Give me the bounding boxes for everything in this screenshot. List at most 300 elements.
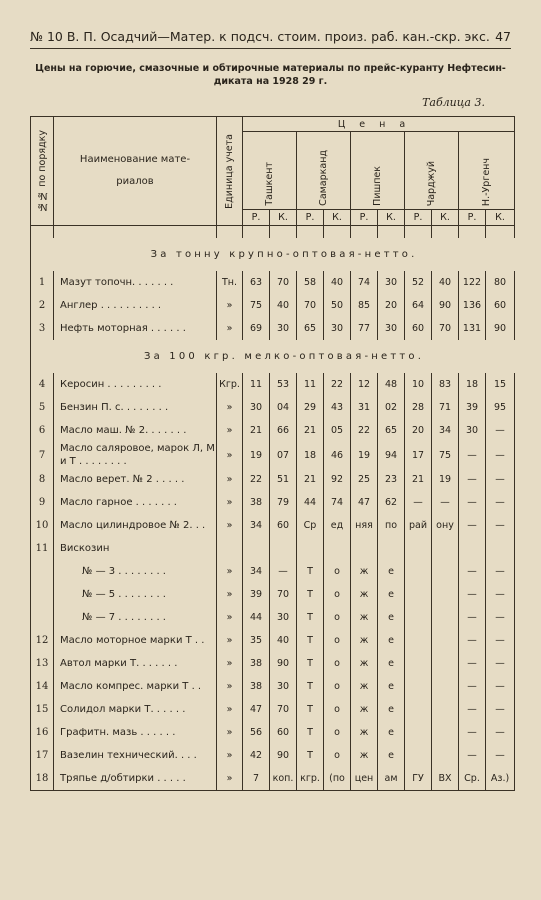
price-cell: 39	[459, 396, 486, 419]
row-name: Масло цилиндровое № 2. . .	[54, 514, 217, 537]
price-cell: ж	[351, 721, 378, 744]
price-cell: 20	[378, 294, 405, 317]
row-name: Вазелин технический. . . .	[54, 744, 217, 767]
price-cell: 51	[270, 468, 297, 491]
price-cell: —	[486, 468, 515, 491]
price-cell: —	[486, 583, 515, 606]
price-cell: Т	[297, 675, 324, 698]
price-cell: е	[378, 698, 405, 721]
col-header-rub: Р.	[351, 210, 378, 226]
row-unit: »	[217, 514, 243, 537]
price-cell: 30	[378, 271, 405, 294]
table-row	[31, 652, 515, 675]
price-cell	[243, 537, 270, 560]
row-unit: »	[217, 491, 243, 514]
col-header-rub: Р.	[297, 210, 324, 226]
price-cell: 30	[243, 396, 270, 419]
table-row	[31, 373, 515, 396]
table-row	[31, 317, 515, 340]
price-cell: 42	[243, 744, 270, 767]
price-cell: 70	[270, 698, 297, 721]
price-cell: о	[324, 560, 351, 583]
price-cell: 65	[378, 419, 405, 442]
price-cell: цен	[351, 767, 378, 791]
price-cell: 21	[405, 468, 432, 491]
row-unit: »	[217, 652, 243, 675]
col-header-kop: К.	[432, 210, 459, 226]
price-cell: 38	[243, 491, 270, 514]
price-cell	[432, 652, 459, 675]
price-cell: кгр.	[297, 767, 324, 791]
col-header-city: Н.-Ургенч	[459, 132, 515, 210]
price-cell: 07	[270, 442, 297, 468]
price-cell: 47	[351, 491, 378, 514]
price-cell: 21	[297, 419, 324, 442]
price-cell	[405, 744, 432, 767]
section-row	[31, 340, 515, 373]
row-index: 12	[31, 629, 54, 652]
price-cell: 47	[243, 698, 270, 721]
price-cell: рай	[405, 514, 432, 537]
row-unit: »	[217, 294, 243, 317]
price-cell: Т	[297, 698, 324, 721]
price-cell: 70	[297, 294, 324, 317]
col-header-city: Самарканд	[297, 132, 351, 210]
row-unit: »	[217, 744, 243, 767]
price-cell: —	[459, 721, 486, 744]
price-cell: е	[378, 675, 405, 698]
col-header-kop: К.	[378, 210, 405, 226]
table-row	[31, 629, 515, 652]
price-cell: 30	[270, 317, 297, 340]
price-cell: ж	[351, 606, 378, 629]
price-cell	[432, 744, 459, 767]
price-cell: Т	[297, 606, 324, 629]
price-cell: 40	[432, 271, 459, 294]
price-cell: 44	[297, 491, 324, 514]
price-cell: 70	[432, 317, 459, 340]
row-name: Вискозин	[54, 537, 217, 560]
price-cell: 63	[243, 271, 270, 294]
price-cell: —	[459, 629, 486, 652]
row-index: 5	[31, 396, 54, 419]
price-cell: —	[486, 442, 515, 468]
price-cell: —	[459, 675, 486, 698]
price-cell: ед	[324, 514, 351, 537]
row-index: 9	[31, 491, 54, 514]
row-unit: Кгр.	[217, 373, 243, 396]
price-cell: —	[486, 698, 515, 721]
price-cell: Ср	[297, 514, 324, 537]
price-cell: 60	[405, 317, 432, 340]
col-header-rub: Р.	[405, 210, 432, 226]
price-cell	[432, 721, 459, 744]
row-name: № — 5 . . . . . . . .	[54, 583, 217, 606]
price-cell: —	[459, 468, 486, 491]
row-index: 6	[31, 419, 54, 442]
price-cell: —	[459, 744, 486, 767]
col-header-index: №№ по порядку	[31, 117, 54, 226]
row-unit: »	[217, 560, 243, 583]
price-cell: 15	[486, 373, 515, 396]
price-cell: о	[324, 721, 351, 744]
price-cell: 122	[459, 271, 486, 294]
table-row	[31, 419, 515, 442]
table-row	[31, 468, 515, 491]
col-header-price: Цена	[243, 117, 515, 132]
price-cell	[405, 583, 432, 606]
price-cell	[378, 537, 405, 560]
row-name: Автол марки Т. . . . . . .	[54, 652, 217, 675]
price-cell	[405, 537, 432, 560]
price-cell: —	[486, 419, 515, 442]
row-unit: »	[217, 468, 243, 491]
price-cell: 19	[243, 442, 270, 468]
price-cell: 30	[324, 317, 351, 340]
price-cell: 50	[324, 294, 351, 317]
price-cell: 40	[270, 294, 297, 317]
price-cell: 7	[243, 767, 270, 791]
row-index: 13	[31, 652, 54, 675]
price-cell	[432, 675, 459, 698]
price-cell	[351, 537, 378, 560]
col-header-kop: К.	[486, 210, 515, 226]
price-cell: (по	[324, 767, 351, 791]
row-index: 18	[31, 767, 54, 791]
price-cell: 83	[432, 373, 459, 396]
row-index: 10	[31, 514, 54, 537]
price-cell: —	[459, 698, 486, 721]
price-cell: о	[324, 606, 351, 629]
price-cell: 79	[270, 491, 297, 514]
row-index: 11	[31, 537, 54, 560]
row-index: 17	[31, 744, 54, 767]
table-row	[31, 675, 515, 698]
price-cell: —	[405, 491, 432, 514]
price-cell: 40	[270, 629, 297, 652]
table-row	[31, 537, 515, 560]
price-cell: 75	[432, 442, 459, 468]
price-cell: 11	[243, 373, 270, 396]
section-title: За тонну крупно-оптовая-нетто.	[150, 249, 418, 260]
price-cell: ж	[351, 652, 378, 675]
price-cell: коп.	[270, 767, 297, 791]
caption-line-1: Цены на горючие, смазочные и обтирочные материалы по прейс-куранту Нефтесин-	[35, 63, 506, 74]
table-body	[31, 226, 515, 791]
price-cell: 38	[243, 675, 270, 698]
price-cell	[432, 606, 459, 629]
price-cell: —	[459, 652, 486, 675]
price-cell: —	[486, 629, 515, 652]
price-cell: 40	[324, 271, 351, 294]
price-cell: Т	[297, 629, 324, 652]
price-cell: —	[486, 744, 515, 767]
price-cell	[405, 675, 432, 698]
row-name: Керосин . . . . . . . . .	[54, 373, 217, 396]
row-unit: »	[217, 583, 243, 606]
row-name: Масло компрес. марки Т . .	[54, 675, 217, 698]
spacer-row	[31, 226, 515, 239]
price-cell: 66	[270, 419, 297, 442]
price-cell: —	[459, 606, 486, 629]
row-index: 7	[31, 442, 54, 468]
price-cell	[405, 629, 432, 652]
page-number: 47	[495, 28, 511, 44]
row-name: Солидол марки Т. . . . . .	[54, 698, 217, 721]
col-header-name: Наименование мате- риалов	[54, 117, 217, 226]
row-name: Масло гарное . . . . . . .	[54, 491, 217, 514]
table-row	[31, 606, 515, 629]
running-header	[30, 24, 511, 49]
price-cell: о	[324, 652, 351, 675]
price-cell: 18	[459, 373, 486, 396]
row-name: № — 7 . . . . . . . .	[54, 606, 217, 629]
price-cell: 21	[297, 468, 324, 491]
price-cell: 65	[297, 317, 324, 340]
price-cell: —	[459, 583, 486, 606]
row-index	[31, 606, 54, 629]
price-cell: 70	[270, 271, 297, 294]
price-cell: ВХ	[432, 767, 459, 791]
col-header-unit: Единица учета	[217, 117, 243, 226]
price-cell: е	[378, 721, 405, 744]
price-cell: Ср.	[459, 767, 486, 791]
col-header-city: Чарджуй	[405, 132, 459, 210]
row-unit: »	[217, 442, 243, 468]
price-cell: —	[459, 491, 486, 514]
row-name: Мазут топочн. . . . . . .	[54, 271, 217, 294]
price-cell: ж	[351, 629, 378, 652]
row-name: Тряпье д/обтирки . . . . .	[54, 767, 217, 791]
price-cell: 64	[405, 294, 432, 317]
price-cell: Т	[297, 583, 324, 606]
price-cell	[297, 537, 324, 560]
price-cell: е	[378, 606, 405, 629]
price-cell: няя	[351, 514, 378, 537]
price-cell: 29	[297, 396, 324, 419]
price-cell: 31	[351, 396, 378, 419]
row-unit: »	[217, 675, 243, 698]
price-cell: ж	[351, 675, 378, 698]
price-cell: 131	[459, 317, 486, 340]
price-cell: 05	[324, 419, 351, 442]
row-index: 16	[31, 721, 54, 744]
price-cell: о	[324, 744, 351, 767]
price-cell: е	[378, 560, 405, 583]
price-cell: 22	[324, 373, 351, 396]
price-cell: 90	[486, 317, 515, 340]
price-cell: 12	[351, 373, 378, 396]
price-cell: е	[378, 583, 405, 606]
price-cell: 17	[405, 442, 432, 468]
header-title: № 10 В. П. Осадчий—Матер. к подсч. стоим. произ. раб. кан.-скр. экс.	[30, 28, 490, 44]
row-index: 15	[31, 698, 54, 721]
price-cell: —	[486, 675, 515, 698]
price-cell: е	[378, 629, 405, 652]
price-cell: 02	[378, 396, 405, 419]
row-index: 2	[31, 294, 54, 317]
table-row	[31, 491, 515, 514]
price-cell: 39	[243, 583, 270, 606]
price-cell: 44	[243, 606, 270, 629]
price-cell: Т	[297, 744, 324, 767]
price-cell: 10	[405, 373, 432, 396]
row-unit: »	[217, 317, 243, 340]
price-cell: 22	[243, 468, 270, 491]
row-name: № — 3 . . . . . . . .	[54, 560, 217, 583]
price-cell	[432, 560, 459, 583]
price-cell: 56	[243, 721, 270, 744]
price-cell: 60	[270, 721, 297, 744]
price-cell: 48	[378, 373, 405, 396]
col-header-rub: Р.	[243, 210, 270, 226]
price-cell: ГУ	[405, 767, 432, 791]
price-cell: —	[459, 442, 486, 468]
price-cell	[486, 537, 515, 560]
price-cell: —	[486, 491, 515, 514]
price-cell: е	[378, 652, 405, 675]
row-index: 4	[31, 373, 54, 396]
table-number-label: Таблица 3.	[422, 96, 485, 109]
table-row	[31, 514, 515, 537]
price-cell: —	[486, 721, 515, 744]
row-unit: »	[217, 396, 243, 419]
section-title: За 100 кгр. мелко-оптовая-нетто.	[143, 351, 425, 362]
price-cell: 34	[243, 514, 270, 537]
price-cell: ж	[351, 583, 378, 606]
price-cell: 46	[324, 442, 351, 468]
price-cell: о	[324, 583, 351, 606]
row-name: Графитн. мазь . . . . . .	[54, 721, 217, 744]
section-row	[31, 238, 515, 271]
price-cell: 28	[405, 396, 432, 419]
caption-line-2: диката на 1928 29 г.	[213, 76, 328, 87]
price-cell	[432, 629, 459, 652]
price-cell	[432, 698, 459, 721]
price-cell: 92	[324, 468, 351, 491]
price-cell: 80	[486, 271, 515, 294]
row-unit: »	[217, 629, 243, 652]
price-cell: ж	[351, 560, 378, 583]
price-cell	[432, 537, 459, 560]
col-header-city: Ташкент	[243, 132, 297, 210]
price-cell: —	[486, 514, 515, 537]
price-cell: по	[378, 514, 405, 537]
table-row	[31, 744, 515, 767]
row-index: 3	[31, 317, 54, 340]
price-cell: ж	[351, 744, 378, 767]
col-header-kop: К.	[324, 210, 351, 226]
price-cell: о	[324, 629, 351, 652]
price-cell: 95	[486, 396, 515, 419]
table-row	[31, 767, 515, 791]
price-cell: 136	[459, 294, 486, 317]
price-cell: 75	[243, 294, 270, 317]
price-cell: 71	[432, 396, 459, 419]
price-cell: 30	[270, 675, 297, 698]
price-cell: 35	[243, 629, 270, 652]
price-cell: 62	[378, 491, 405, 514]
row-unit: »	[217, 767, 243, 791]
price-cell	[405, 560, 432, 583]
table-row	[31, 560, 515, 583]
price-cell: 94	[378, 442, 405, 468]
row-name: Бензин П. с. . . . . . . .	[54, 396, 217, 419]
col-header-rub: Р.	[459, 210, 486, 226]
price-cell: Т	[297, 560, 324, 583]
row-index: 14	[31, 675, 54, 698]
price-cell: 85	[351, 294, 378, 317]
price-cell: 04	[270, 396, 297, 419]
col-header-city: Пишпек	[351, 132, 405, 210]
price-cell: 19	[432, 468, 459, 491]
price-cell: 52	[405, 271, 432, 294]
price-cell: 90	[432, 294, 459, 317]
row-name: Масло маш. № 2. . . . . . .	[54, 419, 217, 442]
row-unit: »	[217, 698, 243, 721]
table-row	[31, 294, 515, 317]
price-cell: 11	[297, 373, 324, 396]
price-cell: —	[486, 606, 515, 629]
price-cell: 18	[297, 442, 324, 468]
row-name: Масло моторное марки Т . .	[54, 629, 217, 652]
row-name: Нефть моторная . . . . . .	[54, 317, 217, 340]
price-cell: 34	[432, 419, 459, 442]
price-cell: ону	[432, 514, 459, 537]
price-cell: —	[486, 560, 515, 583]
row-index	[31, 560, 54, 583]
price-cell: 90	[270, 744, 297, 767]
price-cell: ам	[378, 767, 405, 791]
price-cell: о	[324, 675, 351, 698]
row-unit: Тн.	[217, 271, 243, 294]
table-row	[31, 583, 515, 606]
price-cell: 69	[243, 317, 270, 340]
price-cell	[405, 721, 432, 744]
row-index: 1	[31, 271, 54, 294]
price-cell: 58	[297, 271, 324, 294]
price-cell: 74	[351, 271, 378, 294]
price-cell: 43	[324, 396, 351, 419]
price-cell: 19	[351, 442, 378, 468]
price-cell: 34	[243, 560, 270, 583]
price-cell: 23	[378, 468, 405, 491]
col-header-kop: К.	[270, 210, 297, 226]
row-unit: »	[217, 721, 243, 744]
row-name: Масло саляровое, марок Л, М и Т . . . . . . . .	[54, 442, 217, 468]
price-cell	[405, 606, 432, 629]
row-index: 8	[31, 468, 54, 491]
price-cell: —	[486, 652, 515, 675]
row-unit: »	[217, 419, 243, 442]
price-cell	[432, 583, 459, 606]
row-unit	[217, 537, 243, 560]
price-cell: —	[432, 491, 459, 514]
price-cell: ж	[351, 698, 378, 721]
price-cell: 30	[459, 419, 486, 442]
table-row	[31, 396, 515, 419]
price-cell: —	[459, 514, 486, 537]
price-cell: 74	[324, 491, 351, 514]
price-cell	[459, 537, 486, 560]
price-cell: Т	[297, 721, 324, 744]
row-unit: »	[217, 606, 243, 629]
price-cell: 90	[270, 652, 297, 675]
price-cell: —	[270, 560, 297, 583]
table-row	[31, 721, 515, 744]
table-header	[31, 117, 515, 226]
price-cell	[270, 537, 297, 560]
